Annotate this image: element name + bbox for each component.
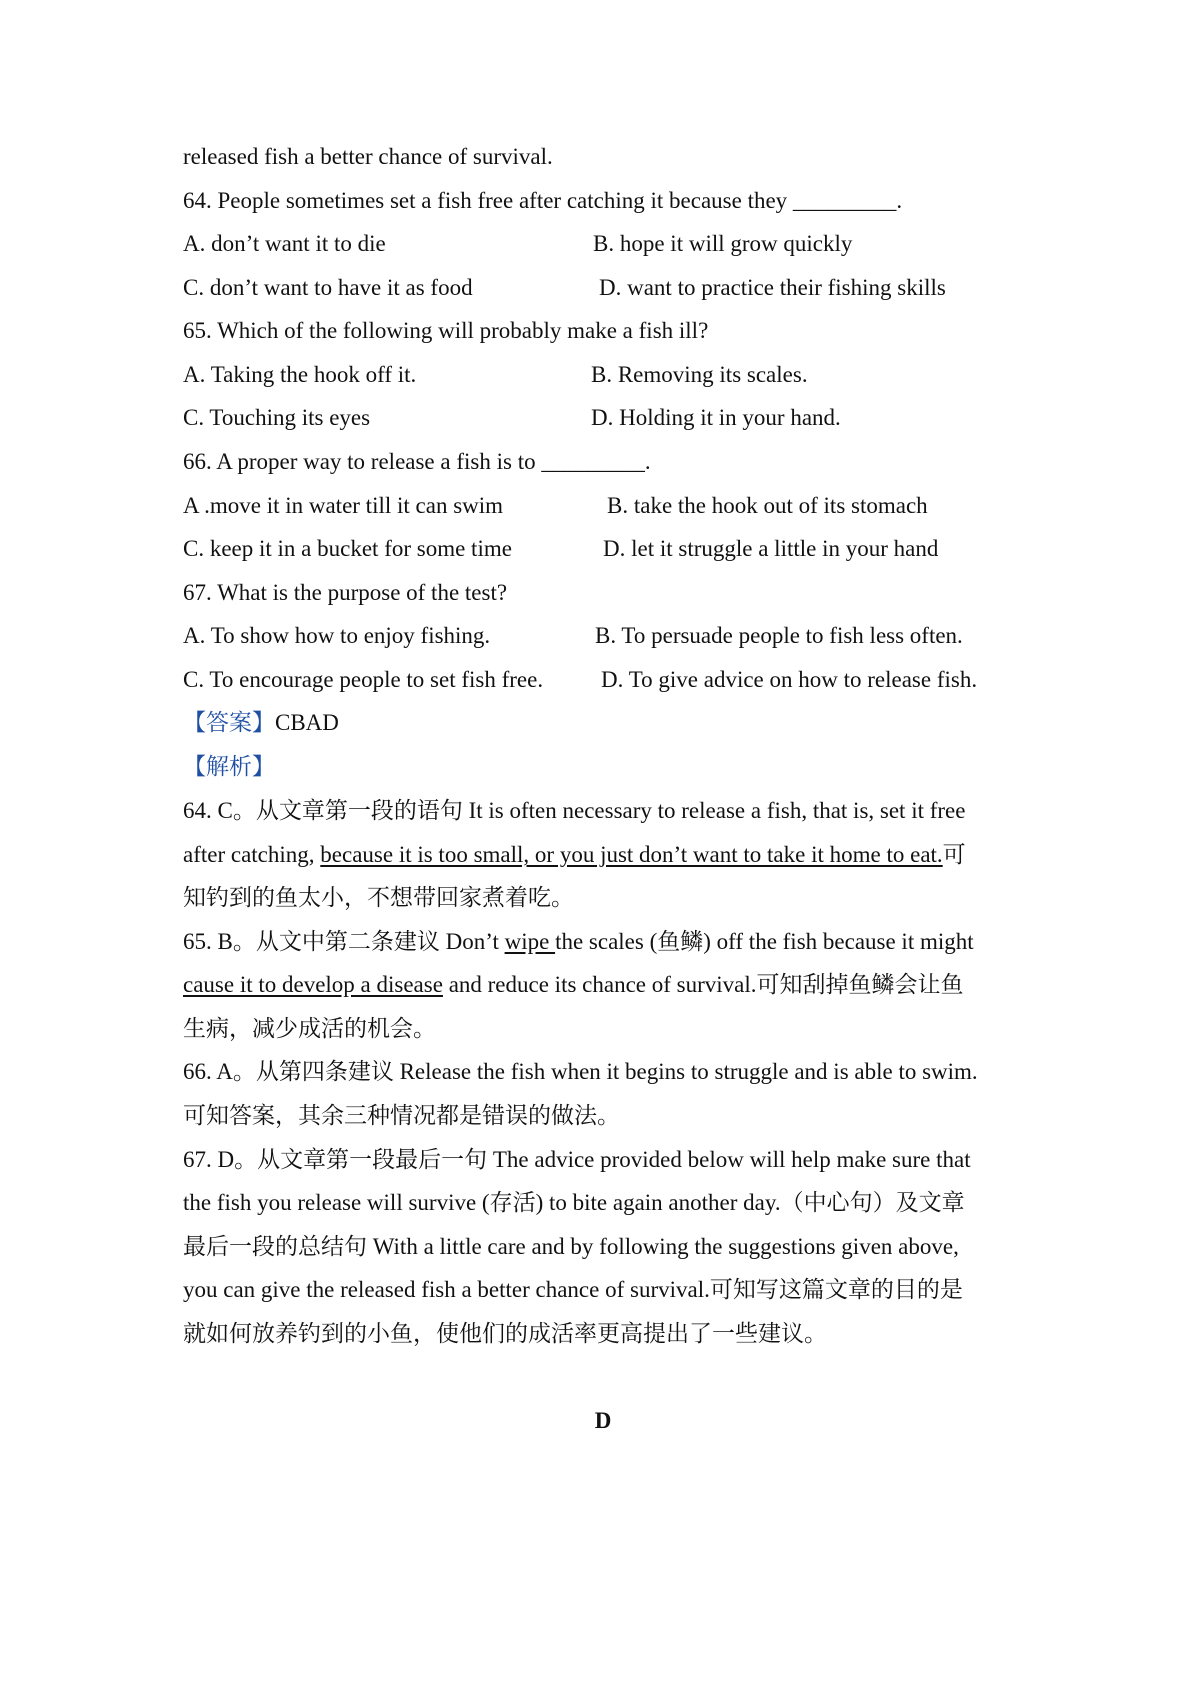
explanation-67-line-1: 67. D。从文章第一段最后一句 The advice provided below will help make sure that xyxy=(183,1147,971,1172)
question-64-option-d: D. want to practice their fishing skills xyxy=(599,275,946,300)
question-64-option-c: C. don’t want to have it as food xyxy=(183,275,473,300)
explanation-65-text: 65. B。从文中第二条建议 Don’t xyxy=(183,929,505,954)
question-65-option-b: B. Removing its scales. xyxy=(591,362,808,387)
explanation-67-line-4: you can give the released fish a better chance of survival.可知写这篇文章的目的是 xyxy=(183,1277,963,1302)
question-64-option-b: B. hope it will grow quickly xyxy=(593,231,853,256)
explanation-65-text-2: and reduce its chance of survival.可知刮掉鱼鳞会让鱼 xyxy=(442,972,964,997)
explanation-66-line-1: 66. A。从第四条建议 Release the fish when it begins to struggle and is able to swim. xyxy=(183,1059,978,1084)
explanation-65-line-1 xyxy=(183,927,974,957)
explanation-65-line-2 xyxy=(183,970,964,1000)
question-66-option-b: B. take the hook out of its stomach xyxy=(607,493,928,518)
explanation-64-line-3: 知钓到的鱼太小，不想带回家煮着吃。 xyxy=(183,885,574,910)
answer-line xyxy=(183,708,339,738)
question-64-option-a: A. don’t want it to die xyxy=(183,231,386,256)
question-67-stem: 67. What is the purpose of the test? xyxy=(183,580,508,605)
question-64-stem: 64. People sometimes set a fish free after catching it because they _________. xyxy=(183,188,903,213)
explanation-64-text-tail: 可 xyxy=(942,842,966,867)
explanation-65-underlined-quote: cause it to develop a disease xyxy=(183,972,443,997)
question-66-option-d: D. let it struggle a little in your hand xyxy=(603,536,939,561)
answer-value: CBAD xyxy=(275,710,339,735)
question-65-stem: 65. Which of the following will probably make a fish ill? xyxy=(183,318,709,343)
question-65-option-d: D. Holding it in your hand. xyxy=(591,405,841,430)
question-65-option-a: A. Taking the hook off it. xyxy=(183,362,417,387)
question-67-option-c: C. To encourage people to set fish free. xyxy=(183,667,544,692)
question-67-option-b: B. To persuade people to fish less often. xyxy=(595,623,963,648)
answer-tag: 【答案】 xyxy=(183,710,275,735)
explanation-67-line-2: the fish you release will survive (存活) to bite again another day.（中心句）及文章 xyxy=(183,1190,965,1215)
explanation-64-text: after catching, xyxy=(183,842,321,867)
question-65-option-c: C. Touching its eyes xyxy=(183,405,371,430)
explanation-67-line-5: 就如何放养钓到的小鱼，使他们的成活率更高提出了一些建议。 xyxy=(183,1321,827,1346)
question-66-option-a: A .move it in water till it can swim xyxy=(183,493,504,518)
explanation-65-text-tail: the scales (鱼鳞) off the fish because it might xyxy=(555,929,974,954)
section-label: D xyxy=(594,1408,612,1433)
intro-tail: released fish a better chance of survival. xyxy=(183,144,553,169)
explanation-66-line-2: 可知答案，其余三种情况都是错误的做法。 xyxy=(183,1103,620,1128)
question-67-option-d: D. To give advice on how to release fish. xyxy=(601,667,978,692)
question-66-option-c: C. keep it in a bucket for some time xyxy=(183,536,512,561)
explanation-67-line-3: 最后一段的总结句 With a little care and by following the suggestions given above, xyxy=(183,1234,959,1259)
question-67-option-a: A. To show how to enjoy fishing. xyxy=(183,623,491,648)
explanation-64-line-1: 64. C。从文章第一段的语句 It is often necessary to release a fish, that is, set it free xyxy=(183,798,966,823)
question-66-stem: 66. A proper way to release a fish is to _________. xyxy=(183,449,651,474)
analysis-tag: 【解析】 xyxy=(183,754,275,779)
explanation-64-underlined-quote: because it is too small, or you just don’t want to take it home to eat. xyxy=(320,842,943,867)
explanation-64-line-2 xyxy=(183,840,966,870)
explanation-65-underlined-word: wipe xyxy=(504,929,556,954)
explanation-65-line-3: 生病，减少成活的机会。 xyxy=(183,1016,436,1041)
